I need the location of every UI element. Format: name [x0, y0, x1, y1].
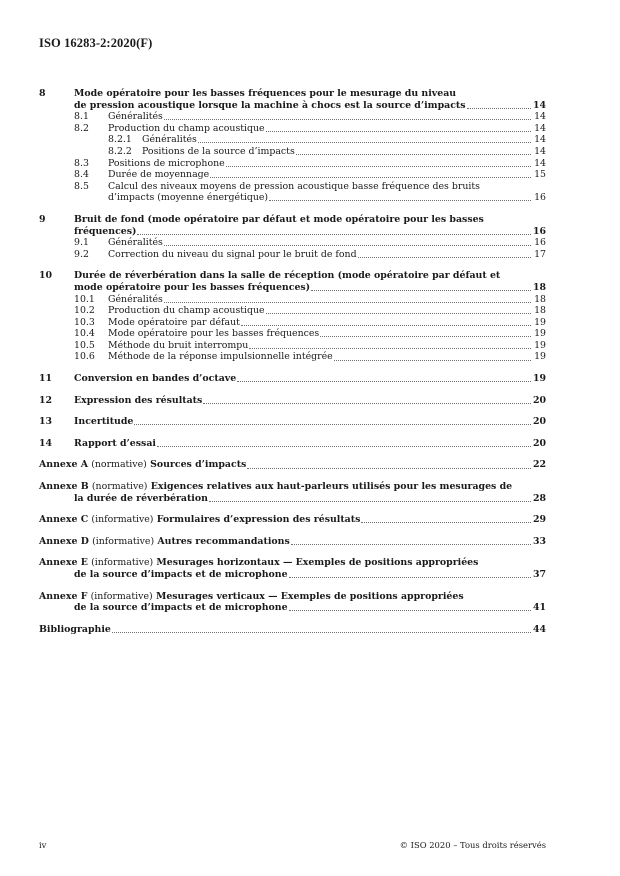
- dot-leader: [137, 234, 531, 235]
- toc-title-cont: d’impacts (moyenne énergétique): [108, 192, 269, 204]
- toc-title: Production du champ acoustique: [108, 122, 265, 134]
- dot-leader: [266, 313, 531, 314]
- toc-page: 19: [534, 351, 546, 363]
- toc-num: 8: [39, 88, 46, 99]
- toc-num: 14: [39, 437, 53, 449]
- dot-leader: [467, 108, 531, 109]
- toc-title-cont: la durée de réverbération: [74, 492, 208, 504]
- toc-entry-10-2[interactable]: [39, 305, 546, 317]
- toc-entry-annex-f[interactable]: [39, 591, 546, 614]
- toc-title: Durée de moyennage: [108, 169, 210, 181]
- toc-title: Correction du niveau du signal pour le bruit de fond: [108, 248, 357, 260]
- toc-page: 16: [532, 225, 546, 237]
- toc-num: 11: [39, 373, 53, 385]
- toc-page: 22: [532, 459, 546, 471]
- toc-page: 15: [534, 169, 546, 181]
- toc-entry-9[interactable]: [39, 214, 546, 237]
- toc-page: 14: [532, 99, 546, 111]
- toc-title-cont: mode opératoire pour les basses fréquences): [74, 281, 311, 293]
- toc-title: Mode opératoire pour les basses fréquences pour le mesurage du niveau: [74, 88, 457, 99]
- toc-title: Bibliographie: [39, 623, 111, 635]
- toc-num: 10.3: [74, 316, 95, 328]
- toc-entry-8-3[interactable]: [39, 158, 546, 170]
- toc-num: 10.6: [74, 351, 95, 363]
- dot-leader: [289, 610, 531, 611]
- toc-num: 13: [39, 416, 53, 428]
- toc-title: Conversion en bandes d’octave: [74, 373, 237, 385]
- toc-title-cont: de pression acoustique lorsque la machine à chocs est la source d’impacts: [74, 99, 466, 111]
- toc-page: 18: [534, 293, 546, 305]
- toc-num: 10.2: [74, 305, 95, 317]
- toc-entry-annex-a[interactable]: [39, 459, 546, 471]
- toc-entry-8-4[interactable]: [39, 169, 546, 181]
- toc-page: 14: [534, 157, 546, 169]
- toc-entry-bibliography[interactable]: [39, 624, 546, 636]
- toc-page: 16: [534, 192, 546, 204]
- toc-num: 12: [39, 394, 53, 406]
- toc-page: 37: [532, 569, 546, 580]
- dot-leader: [249, 348, 531, 349]
- toc-page: 41: [532, 602, 546, 614]
- toc-num: 9: [39, 213, 46, 225]
- toc-title: Production du champ acoustique: [108, 305, 265, 317]
- toc-entry-8-1[interactable]: [39, 111, 546, 123]
- toc-entry-9-2[interactable]: [39, 249, 546, 261]
- toc-page: 14: [534, 122, 546, 134]
- dot-leader: [291, 544, 531, 545]
- toc-title: Généralités: [108, 293, 163, 305]
- annex-label: Annexe E: [39, 557, 88, 569]
- dot-leader: [311, 290, 531, 291]
- dot-leader: [358, 257, 531, 258]
- annex-kind: (informative): [92, 535, 155, 547]
- toc-page: 20: [532, 416, 546, 428]
- annex-kind: (informative): [91, 514, 154, 526]
- dot-leader: [296, 154, 531, 155]
- dot-leader: [247, 468, 531, 469]
- dot-leader: [210, 177, 531, 178]
- dot-leader: [164, 245, 531, 246]
- toc-title: Mesurages verticaux — Exemples de positions appropriées: [155, 590, 464, 602]
- table-of-contents: [39, 88, 546, 635]
- toc-title: Durée de réverbération dans la salle de réception (mode opératoire par défaut et: [74, 270, 501, 282]
- dot-leader: [203, 403, 531, 404]
- toc-num: 9.1: [74, 237, 89, 249]
- toc-page: 18: [534, 305, 546, 317]
- toc-entry-8-2-1[interactable]: [39, 134, 546, 146]
- dot-leader: [226, 166, 531, 167]
- toc-entry-13[interactable]: [39, 416, 546, 428]
- toc-num: 8.2: [74, 122, 89, 134]
- toc-title: Mesurages horizontaux — Exemples de positions appropriées: [156, 557, 479, 569]
- toc-entry-10-1[interactable]: [39, 294, 546, 306]
- toc-page: 33: [532, 535, 546, 547]
- toc-page: 29: [532, 514, 546, 526]
- document-id-header: ISO 16283-2:2020(F): [39, 36, 153, 50]
- toc-page: 20: [532, 437, 546, 449]
- toc-page: 20: [532, 394, 546, 406]
- toc-title: Incertitude: [74, 416, 134, 428]
- toc-page: 19: [534, 339, 546, 351]
- toc-page: 16: [534, 237, 546, 249]
- toc-num: 8.2.2: [108, 145, 132, 157]
- annex-kind: (normative): [91, 481, 148, 493]
- annex-kind: (normative): [91, 459, 147, 471]
- toc-num: 10.1: [74, 293, 95, 305]
- footer-page-number: iv: [39, 840, 47, 850]
- toc-entry-10-5[interactable]: [39, 340, 546, 352]
- toc-entry-12[interactable]: [39, 395, 546, 407]
- toc-title: Positions de microphone: [108, 157, 225, 169]
- dot-leader: [361, 522, 531, 523]
- toc-entry-8-2-2[interactable]: [39, 146, 546, 158]
- toc-title: Mode opératoire pour les basses fréquences: [108, 328, 320, 340]
- toc-title-cont: fréquences): [74, 225, 137, 237]
- toc-entry-10[interactable]: [39, 270, 546, 293]
- dot-leader: [198, 142, 531, 143]
- toc-entry-annex-c[interactable]: [39, 514, 546, 526]
- toc-num: 8.5: [74, 180, 89, 192]
- toc-num: 8.2.1: [108, 134, 132, 146]
- dot-leader: [157, 446, 531, 447]
- dot-leader: [269, 200, 531, 201]
- dot-leader: [320, 336, 531, 337]
- annex-label: Annexe B: [39, 481, 89, 493]
- toc-title: Généralités: [108, 237, 163, 249]
- toc-entry-11[interactable]: [39, 373, 546, 385]
- toc-title: Sources d’impacts: [150, 459, 247, 471]
- toc-entry-10-3[interactable]: [39, 317, 546, 329]
- toc-page: 14: [534, 134, 546, 146]
- toc-title-cont: de la source d’impacts et de microphone: [74, 602, 288, 614]
- dot-leader: [266, 131, 531, 132]
- annex-label: Annexe A: [39, 459, 88, 471]
- toc-num: 10: [39, 270, 53, 282]
- toc-entry-8-2[interactable]: [39, 123, 546, 135]
- toc-entry-10-4[interactable]: [39, 328, 546, 340]
- toc-title: Mode opératoire par défaut: [108, 316, 240, 328]
- toc-page: 14: [534, 145, 546, 157]
- toc-page: 28: [532, 492, 546, 504]
- toc-entry-8-5[interactable]: [39, 181, 546, 204]
- dot-leader: [209, 501, 531, 502]
- toc-page: 19: [532, 373, 546, 385]
- toc-title: Calcul des niveaux moyens de pression acoustique basse fréquence des bruits: [108, 180, 480, 192]
- toc-entry-9-1[interactable]: [39, 237, 546, 249]
- toc-page: 44: [532, 623, 546, 635]
- toc-title: Expression des résultats: [74, 394, 203, 406]
- toc-title: Généralités: [108, 111, 163, 123]
- dot-leader: [241, 325, 531, 326]
- toc-num: 9.2: [74, 248, 89, 260]
- toc-title: Méthode de la réponse impulsionnelle intégrée: [108, 351, 333, 363]
- toc-page: 18: [532, 281, 546, 293]
- toc-num: 10.4: [74, 328, 95, 340]
- toc-num: 8.1: [74, 111, 89, 123]
- dot-leader: [164, 119, 531, 120]
- toc-title: Méthode du bruit interrompu: [108, 339, 249, 351]
- annex-label: Annexe F: [39, 590, 88, 602]
- annex-kind: (informative): [91, 557, 154, 569]
- toc-title: Rapport d’essai: [74, 437, 156, 449]
- toc-entry-8[interactable]: [39, 88, 546, 111]
- toc-title: Formulaires d’expression des résultats: [156, 514, 361, 526]
- toc-num: 10.5: [74, 339, 95, 351]
- toc-num: 8.3: [74, 157, 89, 169]
- dot-leader: [334, 360, 531, 361]
- toc-entry-annex-d[interactable]: [39, 536, 546, 548]
- toc-num: 8.4: [74, 169, 89, 181]
- toc-entry-10-6[interactable]: [39, 351, 546, 363]
- toc-title: Généralités: [142, 134, 197, 146]
- dot-leader: [289, 577, 531, 578]
- toc-page: 19: [534, 328, 546, 340]
- toc-title: Autres recommandations: [157, 535, 290, 547]
- dot-leader: [164, 302, 531, 303]
- dot-leader: [134, 424, 531, 425]
- toc-page: 19: [534, 316, 546, 328]
- toc-entry-annex-e[interactable]: [39, 557, 546, 580]
- toc-title: Positions de la source d’impacts: [142, 145, 295, 157]
- dot-leader: [112, 632, 531, 633]
- toc-entry-annex-b[interactable]: [39, 481, 546, 504]
- toc-title-cont: de la source d’impacts et de microphone: [74, 569, 288, 580]
- toc-title: Bruit de fond (mode opératoire par défaut et mode opératoire pour les basses: [74, 213, 484, 225]
- footer-copyright: © ISO 2020 – Tous droits réservés: [399, 840, 546, 850]
- toc-page: 17: [534, 248, 546, 260]
- toc-title: Exigences relatives aux haut-parleurs utilisés pour les mesurages de: [150, 481, 513, 493]
- toc-entry-14[interactable]: [39, 438, 546, 450]
- annex-kind: (informative): [90, 590, 153, 602]
- dot-leader: [237, 381, 531, 382]
- toc-page: 14: [534, 111, 546, 123]
- annex-label: Annexe C: [39, 514, 89, 526]
- annex-label: Annexe D: [39, 535, 89, 547]
